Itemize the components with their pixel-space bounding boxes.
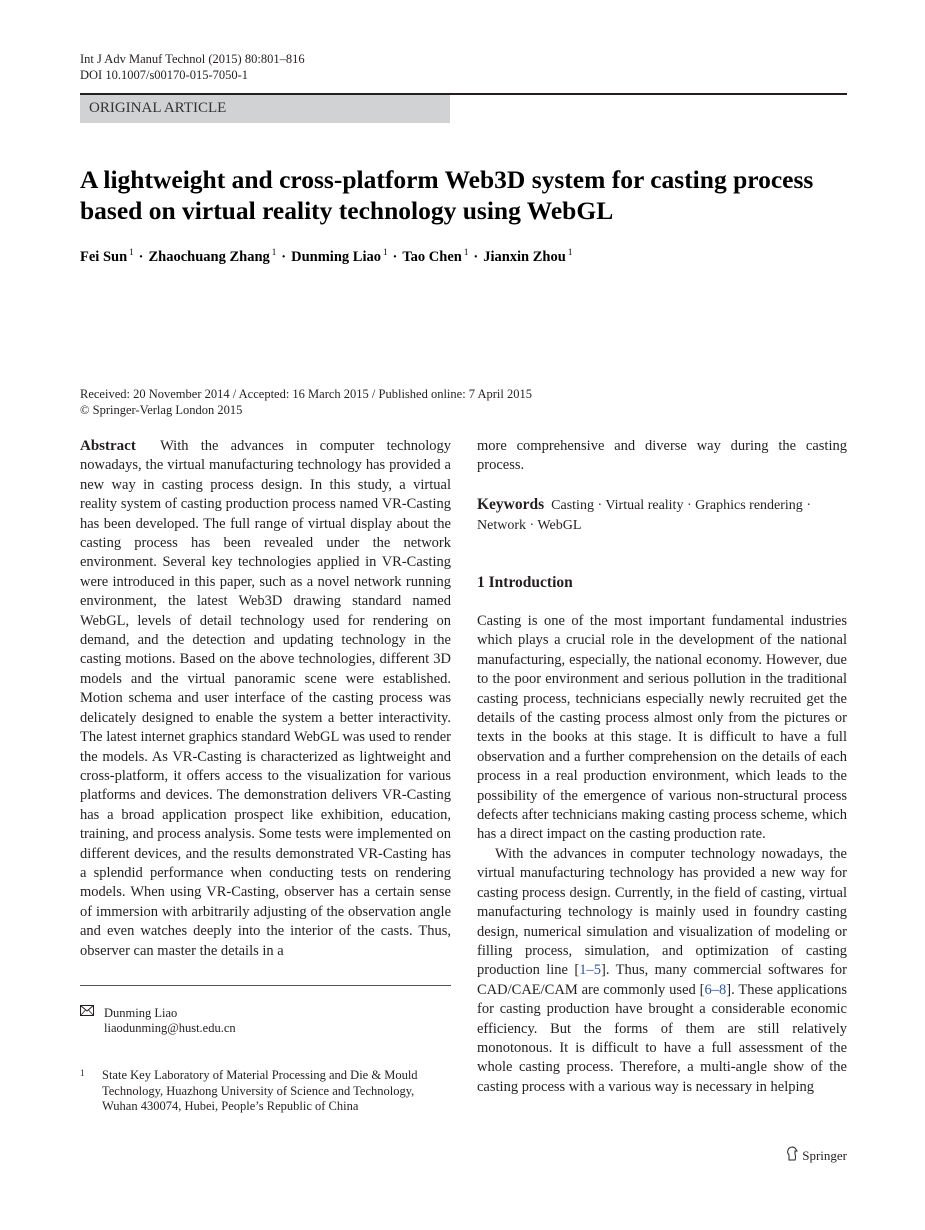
springer-horse-icon [786,1146,798,1165]
keyword: Virtual reality [605,498,684,513]
author-affiliation-mark: 1 [271,247,277,257]
paragraph: Casting is one of the most important fundamental industries which plays a crucial role in the development of the national manufacturing, especially, the national economy. However, due to the poor environment and serious pollution in the traditional casting process, technicians especially newly recruited get the details of the casting process almost only from the pictures or texts in the books at this stage. It is difficult to have a full observation and a further comprehension on the details of each process in a real production environment, which leads to the possibility of the emergence of various non-structural process defects after technicians making casting process scheme, which has a direct impact on the casting production rate. [477,613,847,843]
keyword: WebGL [537,518,582,533]
journal-citation: Int J Adv Manuf Technol (2015) 80:801–816 [80,52,305,66]
author-affiliation-mark: 1 [382,247,388,257]
author-name[interactable]: Jianxin Zhou [483,249,566,265]
section-heading-introduction: 1 Introduction [477,574,573,591]
publication-dates: Received: 20 November 2014 / Accepted: 16 March 2015 / Published online: 7 April 2015 [80,387,533,401]
doi[interactable]: DOI 10.1007/s00170-015-7050-1 [80,68,249,82]
paragraph-text: ]. These applications for casting production have brought a considerable economic efficiency. But the forms of them are still relatively monotonous. It is difficult to have a full assessment of the whole casting process. Therefore, a multi-angle show of the casting process with a various way is necessary in helping [477,981,847,1095]
author-affiliation-mark: 1 [129,247,134,257]
corresponding-author: Dunming Liao [104,1006,178,1020]
keyword: Casting [551,498,594,513]
keyword: Network [477,518,526,533]
envelope-icon [80,1005,94,1021]
corresponding-email[interactable]: liaodunming@hust.edu.cn [104,1021,236,1035]
affiliation-mark: 1 [80,1068,85,1078]
paragraph [477,845,847,1097]
article-type-label: ORIGINAL ARTICLE [89,100,227,116]
paragraph-text: With the advances in computer technology nowadays, the virtual manufacturing technology has provided a new way for casting process design. Currently, in the field of casting, virtual manufacturing technology is mainly used in foundry casting design, numerical simulation and visualization of modeling or filling process, simulation, and optimization of casting production line [ [477,845,847,979]
abstract-continued: more comprehensive and diverse way during the casting process. [477,438,847,474]
affiliation: State Key Laboratory of Material Processing and Die & Mould Technology, Huazhong University of Science and Technology, Wuhan 430074, Hubei, People’s Republic of China [102,1068,418,1113]
publisher-name: Springer [802,1147,847,1163]
author-name[interactable]: Zhaochuang Zhang [148,249,270,265]
author-affiliation-mark: 1 [463,247,469,257]
citation-link[interactable]: 1–5 [579,962,601,979]
author-list: Fei Sun $^1$ · Zhaochuang Zhang $^1$ · Dunming Liao $^1$ · Tao Chen $^1$ · Jianxin Zhou $^1$ [80,247,573,265]
paragraph-text: ]. Thus, many commercial softwares for CAD/CAE/CAM are commonly used [ [477,962,847,998]
abstract-text: With the advances in computer technology nowadays, the virtual manufacturing technology has provided a new way in casting process design. In this study, a virtual reality system of casting production process named VR-Casting has been developed. The full range of virtual display about the casting process has been revealed under the network environment. Several key technologies applied in VR-Casting were introduced in this paper, such as a novel network running environment, the latest Web3D drawing standard named WebGL, levels of detail technology used for rendering on demand, and the detection and updating technology in the casting motions. Based on the above technologies, different 3D models and the virtual panoramic scene were established. Motion schema and user interface of the casting process was delicately designed to enable the system a better interactivity. The latest internet graphics standard WebGL was used to render the models. As VR-Casting is characterized as lightweight and cross-platform, it offers access to the visualization for various platforms and devices. The demonstration delivers VR-Casting has a broad application prospect like exhibition, education, training, and process analysis. Some tests were implemented on different devices, and the results demonstrated VR-Casting has a splendid performance when conducting tests on rendering models. When using VR-Casting, observer has a certain sense of immersion with arbitrarily adjusting of the observation angle and even watches deeply into the interior of the casts. Thus, observer can master the details in a [80,438,451,959]
author-name[interactable]: Tao Chen [402,249,462,265]
abstract-label: Abstract [80,438,136,454]
publisher-footer [786,1146,847,1165]
author-name[interactable]: Dunming Liao [291,249,381,265]
keyword: Graphics rendering [695,498,803,513]
abstract [80,437,451,961]
author-affiliation-mark: 1 [567,247,573,257]
footnote-rule [80,985,451,986]
paper-title: A lightweight and cross-platform Web3D system for casting process based on virtual reality technology using WebGL [80,165,814,225]
author-name[interactable]: Fei Sun [80,249,128,265]
copyright: © Springer-Verlag London 2015 [80,403,243,417]
keywords: Keywords Casting · Virtual reality · Graphics rendering · Network · WebGL [477,496,811,533]
keywords-label: Keywords [477,496,545,513]
article-type-band [80,95,450,123]
citation-link[interactable]: 6–8 [704,981,727,998]
introduction-body [477,612,847,1097]
